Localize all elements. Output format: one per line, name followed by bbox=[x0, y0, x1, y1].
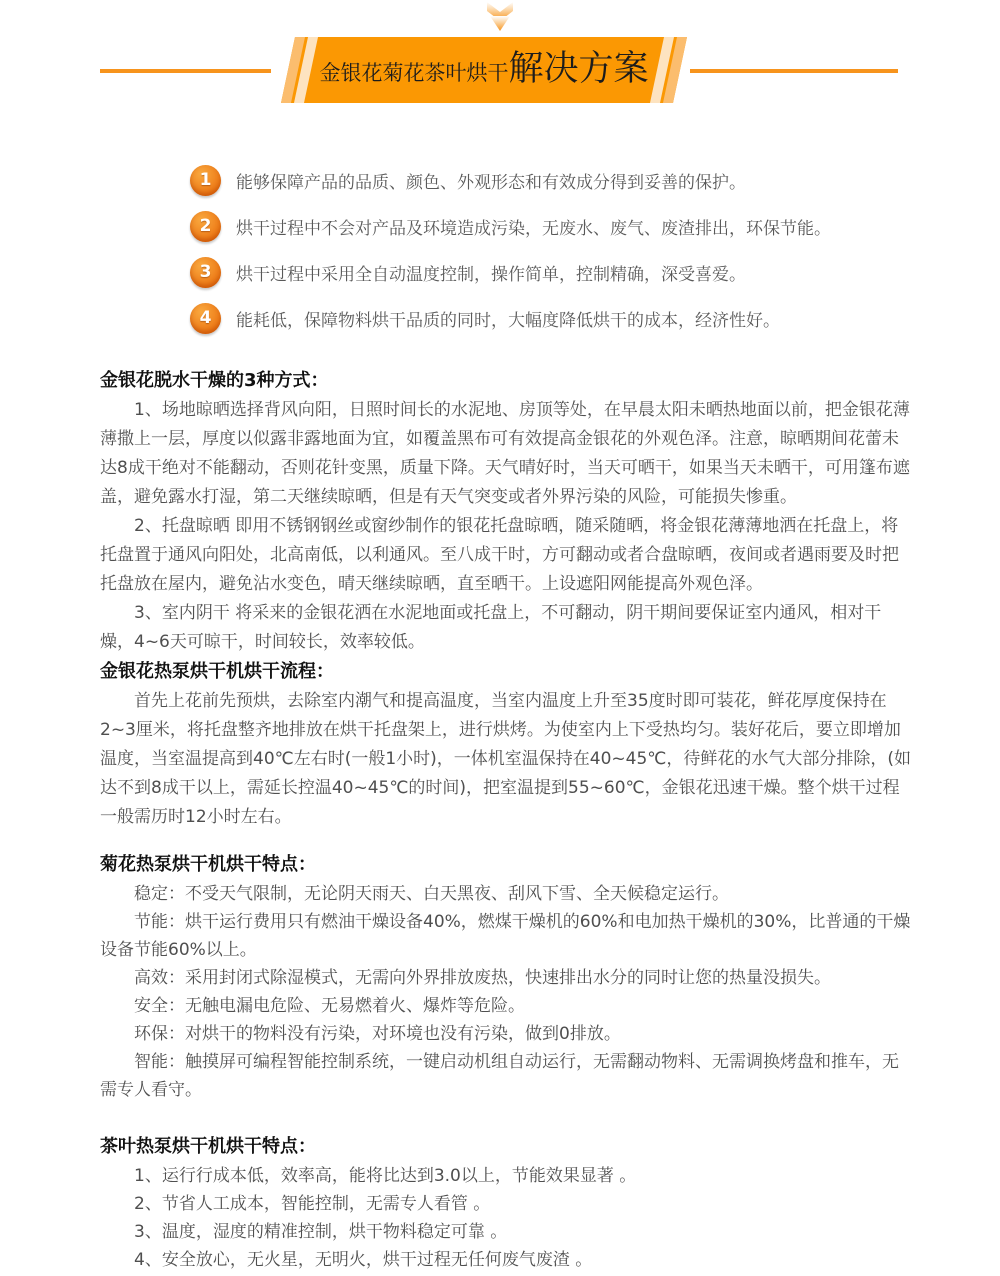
section-paragraph: 首先上花前先预烘，去除室内潮气和提高温度，当室内温度上升至35度时即可装花，鲜花厚度保持在2~3厘米，将托盘整齐地排放在烘干托盘架上，进行烘烤。为使室内上下受热均匀。装好花后，要立即增加温度，当室温提高到40℃左右时(一般1小时)，一体机室温保持在40~45℃，待鲜花的水气大部分排除，(如达不到8成干以上，需延长控温40~45℃的时间)，把室温提到55~60℃，金银花迅速干燥。整个烘干过程一般需历时12小时左右。 bbox=[100, 691, 912, 827]
section-heading: 菊花热泵烘干机烘干特点： bbox=[100, 854, 316, 875]
page-title bbox=[288, 37, 680, 103]
highlight-text: 烘干过程中不会对产品及环境造成污染，无废水、废气、废渣排出，环保节能。 bbox=[236, 218, 831, 239]
section-paragraph: 安全：无触电漏电危险、无易燃着火、爆炸等危险。 bbox=[134, 996, 525, 1016]
section-heading: 金银花脱水干燥的3种方式： bbox=[100, 370, 329, 391]
content-sections bbox=[100, 366, 912, 1274]
highlight-text: 烘干过程中采用全自动温度控制，操作简单，控制精确，深受喜爱。 bbox=[236, 264, 746, 285]
number-badge bbox=[190, 257, 221, 288]
section-paragraph: 节能：烘干运行费用只有燃油干燥设备40%，燃煤干燥机的60%和电加热干燥机的30%，比普通的干燥设备节能60%以上。 bbox=[100, 912, 911, 960]
highlight-item bbox=[190, 210, 831, 242]
section-paragraph: 2、托盘晾晒 即用不锈钢钢丝或窗纱制作的银花托盘晾晒，随采随晒，将金银花薄薄地洒在托盘上，将托盘置于通风向阳处，北高南低，以利通风。至八成干时，方可翻动或者合盘晾晒，夜间或者遇雨要及时把托盘放在屋内，避免沾水变色，晴天继续晾晒，直至晒干。上设遮阳网能提高外观色泽。 bbox=[100, 516, 899, 594]
banner-right-rule bbox=[690, 69, 898, 73]
section-paragraph: 高效：采用封闭式除湿模式，无需向外界排放废热，快速排出水分的同时让您的热量没损失。 bbox=[134, 968, 831, 988]
section-heading: 茶叶热泵烘干机烘干特点： bbox=[100, 1136, 316, 1157]
section-paragraph: 环保：对烘干的物料没有污染，对环境也没有污染，做到0排放。 bbox=[134, 1024, 621, 1044]
section bbox=[100, 1132, 912, 1274]
number-badge-label: 2 bbox=[199, 216, 212, 236]
number-badge bbox=[190, 211, 221, 242]
section-paragraph: 智能：触摸屏可编程智能控制系统，一键启动机组自动运行，无需翻动物料、无需调换烤盘和推车，无需专人看守。 bbox=[100, 1052, 899, 1100]
section-paragraph: 1、场地晾晒选择背风向阳，日照时间长的水泥地、房顶等处，在早晨太阳未晒热地面以前，把金银花薄薄撒上一层，厚度以似露非露地面为宜，如覆盖黑布可有效提高金银花的外观色泽。注意，晾晒期间花蕾未达8成干绝对不能翻动，否则花针变黑，质量下降。天气晴好时，当天可晒干，如果当天未晒干，可用篷布遮盖，避免露水打湿，第二天继续晾晒，但是有天气突变或者外界污染的风险，可能损失惨重。 bbox=[100, 400, 910, 507]
highlight-item bbox=[190, 164, 831, 196]
section-paragraph: 3、室内阴干 将采来的金银花洒在水泥地面或托盘上，不可翻动，阴干期间要保证室内通风，相对干燥，4~6天可晾干，时间较长，效率较低。 bbox=[100, 603, 882, 652]
section-paragraph: 3、温度，湿度的精准控制，烘干物料稳定可靠 。 bbox=[134, 1222, 508, 1242]
chevron-down-icon bbox=[486, 2, 514, 32]
section-paragraph: 2、节省人工成本，智能控制，无需专人看管 。 bbox=[134, 1194, 491, 1214]
page-title-emphasis: 解决方案 bbox=[508, 49, 649, 89]
section bbox=[100, 366, 912, 657]
section bbox=[100, 850, 912, 1104]
section-paragraph: 1、运行行成本低，效率高，能将比达到3.0以上，节能效果显著 。 bbox=[134, 1166, 637, 1186]
highlight-item bbox=[190, 302, 831, 334]
number-badge-label: 3 bbox=[199, 262, 212, 282]
number-badge-label: 4 bbox=[199, 308, 212, 328]
section-paragraph: 稳定：不受天气限制，无论阴天雨天、白天黑夜、刮风下雪、全天候稳定运行。 bbox=[134, 884, 729, 904]
section bbox=[100, 657, 912, 832]
highlight-item bbox=[190, 256, 831, 288]
number-badge bbox=[190, 165, 221, 196]
number-badge-label: 1 bbox=[199, 170, 212, 190]
highlight-text: 能够保障产品的品质、颜色、外观形态和有效成分得到妥善的保护。 bbox=[236, 172, 746, 193]
highlight-list bbox=[190, 164, 831, 348]
page-title-regular: 金银花菊花茶叶烘干 bbox=[319, 61, 509, 85]
banner-left-rule bbox=[100, 69, 271, 73]
section-paragraph: 4、安全放心，无火星，无明火，烘干过程无任何废气废渣 。 bbox=[134, 1250, 593, 1270]
section-heading: 金银花热泵烘干机烘干流程： bbox=[100, 661, 334, 682]
number-badge bbox=[190, 303, 221, 334]
highlight-text: 能耗低，保障物料烘干品质的同时，大幅度降低烘干的成本，经济性好。 bbox=[236, 310, 780, 331]
